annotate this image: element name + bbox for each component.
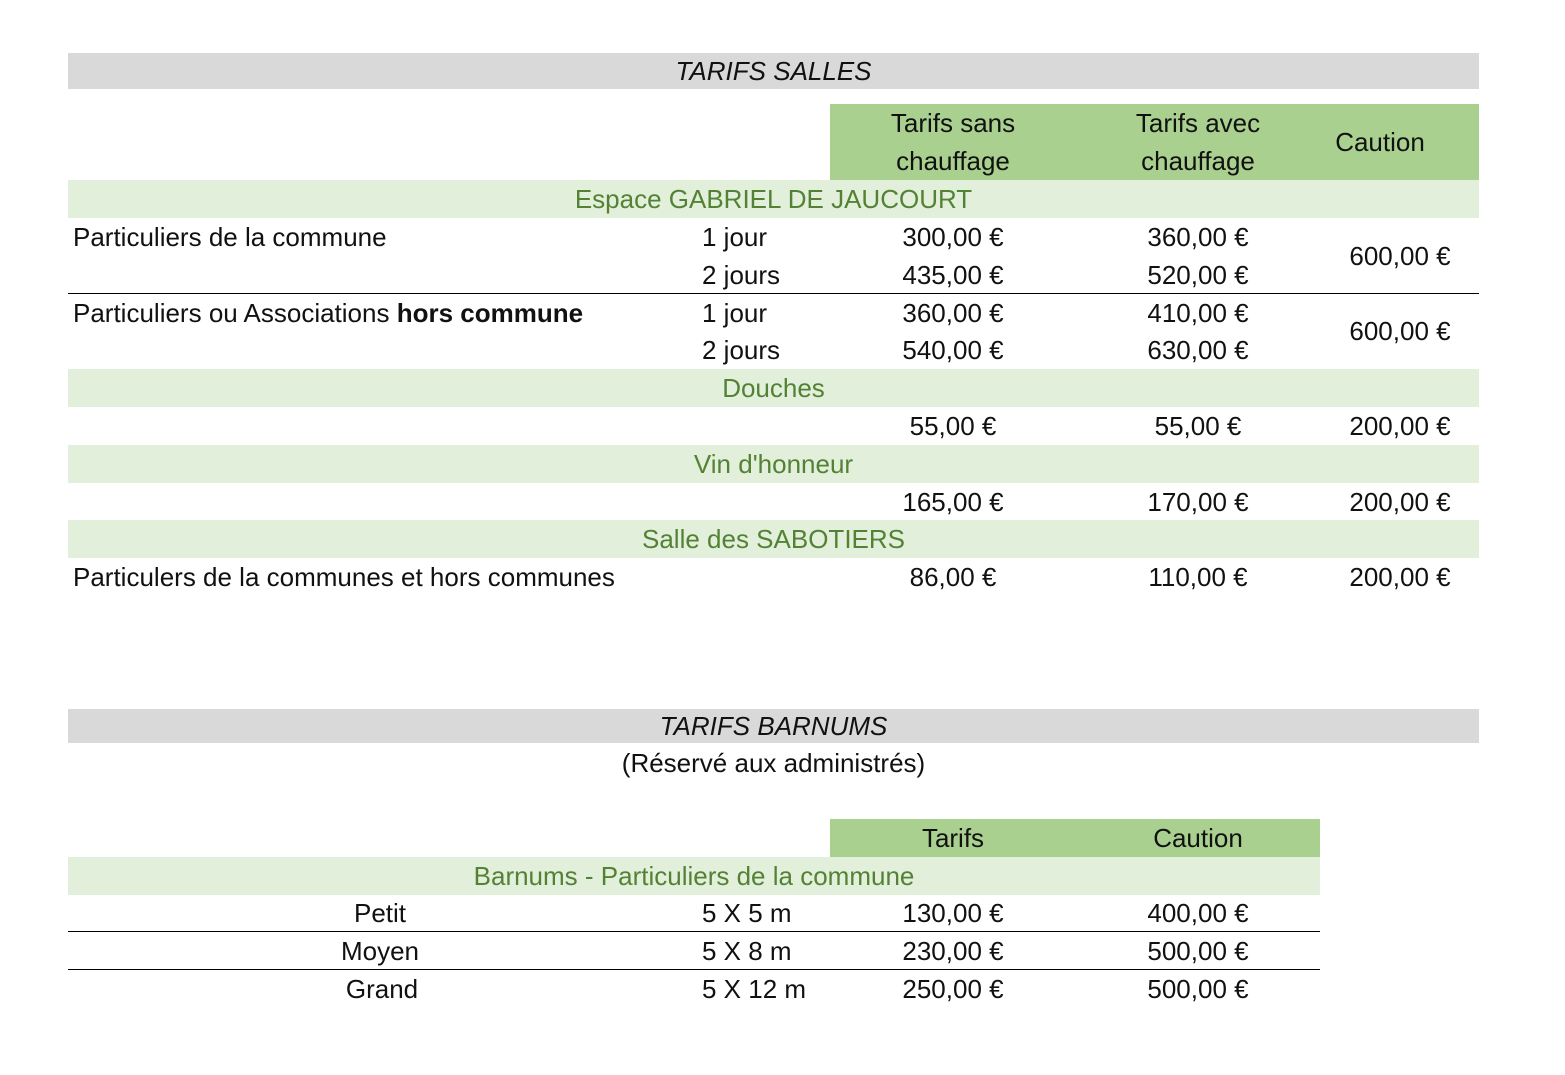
caution-external: 600,00 € bbox=[1349, 316, 1451, 346]
salles-title: TARIFS SALLES bbox=[675, 56, 872, 86]
barnum-size: 5 X 5 m bbox=[702, 898, 792, 928]
barnum-tarif: 130,00 € bbox=[902, 898, 1004, 928]
vin-sans: 165,00 € bbox=[902, 487, 1004, 517]
row-label-external-plain: Particuliers ou Associations bbox=[73, 298, 397, 328]
barnums-title-bar bbox=[68, 709, 1479, 743]
row-label-communal: Particuliers de la commune bbox=[73, 222, 387, 252]
duration-2jours: 2 jours bbox=[702, 335, 781, 365]
section-barnums: Barnums - Particuliers de la commune bbox=[68, 857, 1320, 895]
header-caution: Caution bbox=[1153, 823, 1243, 853]
salles-title-bar bbox=[68, 53, 1479, 89]
douches-sans: 55,00 € bbox=[909, 411, 997, 441]
barnums-title: TARIFS BARNUMS bbox=[659, 711, 888, 741]
price-sans-2: 435,00 € bbox=[902, 260, 1004, 290]
barnum-caution: 400,00 € bbox=[1147, 898, 1249, 928]
header-tarifs: Tarifs bbox=[921, 823, 985, 853]
price-avec-2: 520,00 € bbox=[1147, 260, 1249, 290]
sabotiers-sans: 86,00 € bbox=[909, 562, 997, 592]
vin-avec: 170,00 € bbox=[1147, 487, 1249, 517]
barnum-name: Petit bbox=[353, 898, 407, 928]
price-sans-1: 360,00 € bbox=[902, 298, 1004, 328]
price-avec-1: 410,00 € bbox=[1147, 298, 1249, 328]
section-vin-honneur: Vin d'honneur bbox=[68, 445, 1479, 483]
vin-caution: 200,00 € bbox=[1349, 487, 1451, 517]
barnum-tarif: 230,00 € bbox=[902, 936, 1004, 966]
section-gabriel: Espace GABRIEL DE JAUCOURT bbox=[68, 180, 1479, 218]
row-label-external bbox=[73, 294, 583, 332]
price-avec-1: 360,00 € bbox=[1147, 222, 1249, 252]
caution-communal: 600,00 € bbox=[1349, 241, 1451, 271]
douches-caution: 200,00 € bbox=[1349, 411, 1451, 441]
barnum-caution: 500,00 € bbox=[1147, 936, 1249, 966]
header-caution: Caution bbox=[1335, 127, 1425, 157]
barnum-name: Moyen bbox=[340, 936, 420, 966]
header-tarifs-sans: Tarifs sans chauffage bbox=[890, 108, 1016, 176]
barnum-name: Grand bbox=[345, 974, 419, 1004]
sabotiers-avec: 110,00 € bbox=[1148, 562, 1248, 592]
duration-2jours: 2 jours bbox=[702, 260, 781, 290]
barnum-size: 5 X 8 m bbox=[702, 936, 792, 966]
barnum-size: 5 X 12 m bbox=[702, 974, 807, 1004]
sabotiers-label: Particulers de la communes et hors communes bbox=[73, 562, 615, 592]
barnum-caution: 500,00 € bbox=[1147, 974, 1249, 1004]
price-sans-2: 540,00 € bbox=[902, 335, 1004, 365]
barnums-subtitle: (Réservé aux administrés) bbox=[621, 748, 926, 778]
sabotiers-caution: 200,00 € bbox=[1349, 562, 1451, 592]
row-label-external-bold: hors commune bbox=[396, 298, 584, 328]
price-sans-1: 300,00 € bbox=[902, 222, 1004, 252]
barnum-tarif: 250,00 € bbox=[902, 974, 1004, 1004]
duration-1jour: 1 jour bbox=[702, 298, 768, 328]
section-sabotiers: Salle des SABOTIERS bbox=[68, 520, 1479, 558]
header-tarifs-avec: Tarifs avec chauffage bbox=[1135, 108, 1261, 176]
price-avec-2: 630,00 € bbox=[1147, 335, 1249, 365]
section-douches: Douches bbox=[68, 369, 1479, 407]
duration-1jour: 1 jour bbox=[702, 222, 768, 252]
douches-avec: 55,00 € bbox=[1154, 411, 1242, 441]
